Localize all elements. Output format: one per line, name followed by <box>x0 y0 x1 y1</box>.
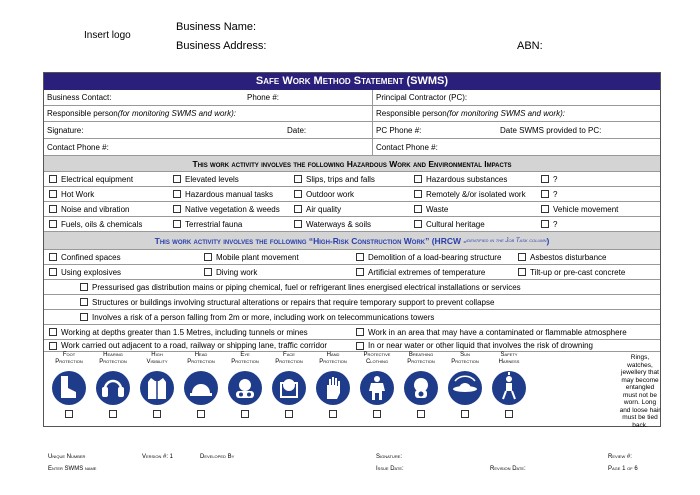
ppe-checkbox[interactable] <box>329 410 337 418</box>
checkbox[interactable] <box>414 205 422 213</box>
hazard-option[interactable] <box>538 172 660 186</box>
ppe-label-line2: Protection <box>451 359 479 365</box>
hrcw-heading-text: This work activity involves the following “High-Risk Construction Work” (HRCW - <box>154 235 467 246</box>
hazard-option[interactable] <box>291 172 411 186</box>
insert-logo: Insert logo <box>84 30 131 41</box>
hazard-option[interactable] <box>411 217 538 231</box>
checkbox[interactable] <box>294 220 302 228</box>
hrcw-option-label: Structures or buildings involving structural alterations or repairs that require temporary support to prevent collapse <box>92 297 495 307</box>
hrcw-option-label: Work in an area that may have a contaminated or flammable atmosphere <box>368 327 627 337</box>
ppe-checkbox[interactable] <box>373 410 381 418</box>
ppe-label <box>268 352 310 370</box>
hard-hat-icon <box>184 371 218 405</box>
ppe-label-line1: Protective <box>363 352 391 358</box>
ppe-checkbox[interactable] <box>461 410 469 418</box>
checkbox[interactable] <box>356 253 364 261</box>
ppe-label-line1: Sun <box>460 352 470 358</box>
ppe-glove <box>312 352 354 418</box>
hrcw-heading-end: ) <box>546 235 550 246</box>
checkbox[interactable] <box>173 205 181 213</box>
ppe-vest <box>136 352 178 418</box>
hazard-option-label: Terrestrial fauna <box>185 219 243 229</box>
hazard-row <box>44 187 660 202</box>
phone-field[interactable] <box>244 90 372 105</box>
hrcw-option[interactable] <box>353 340 660 351</box>
checkbox[interactable] <box>518 268 526 276</box>
unique-number-label: Unique Number <box>48 454 86 460</box>
hazard-option[interactable] <box>170 217 291 231</box>
hazard-row <box>44 172 660 187</box>
info-row-4 <box>44 139 660 156</box>
date-provided-field[interactable] <box>497 122 660 138</box>
hrcw-row-2 <box>44 265 660 280</box>
checkbox[interactable] <box>541 175 549 183</box>
harness-icon <box>492 371 526 405</box>
form-title: Safe Work Method Statement (SWMS) <box>44 73 660 90</box>
coverall-icon <box>360 371 394 405</box>
checkbox[interactable] <box>173 190 181 198</box>
ppe-label <box>356 352 398 370</box>
business-name-label: Business Name: <box>176 21 257 33</box>
hrcw-option[interactable] <box>353 325 660 339</box>
ppe-label <box>92 352 134 370</box>
hazard-option-label: Electrical equipment <box>61 174 134 184</box>
checkbox[interactable] <box>173 175 181 183</box>
checkbox[interactable] <box>541 205 549 213</box>
hrcw-option[interactable] <box>515 250 660 264</box>
hazard-row <box>44 217 660 232</box>
principal-contractor-field[interactable] <box>373 90 660 105</box>
hrcw-option-label: Artificial extremes of temperature <box>368 267 486 277</box>
hazard-option-label: Vehicle movement <box>553 204 619 214</box>
hazard-option-label: Air quality <box>306 204 342 214</box>
hazard-option-label: Remotely &/or isolated work <box>426 189 526 199</box>
hrcw-row-3 <box>44 280 660 295</box>
hazard-option[interactable] <box>46 202 170 216</box>
sun-hat-icon <box>448 371 482 405</box>
footer-signature-label: Signature: <box>376 454 403 460</box>
hrcw-option[interactable] <box>46 340 353 351</box>
hazard-option[interactable] <box>291 217 411 231</box>
hrcw-option[interactable] <box>77 280 660 294</box>
contact-phone-field[interactable] <box>44 139 372 155</box>
hrcw-option-label: In or near water or other liquid that involves the risk of drowning <box>368 341 594 350</box>
hrcw-option[interactable] <box>46 325 353 339</box>
checkbox[interactable] <box>49 268 57 276</box>
hazard-option[interactable] <box>291 202 411 216</box>
hazard-option[interactable] <box>411 172 538 186</box>
ppe-checkbox[interactable] <box>65 410 73 418</box>
hazard-option-label: Native vegetation & weeds <box>185 204 280 214</box>
principal-contractor-label: Principal Contractor (PC): <box>376 93 468 102</box>
hazard-heading-row <box>44 156 660 172</box>
ppe-harness <box>488 352 530 418</box>
boot-icon <box>52 371 86 405</box>
hazard-option[interactable] <box>411 187 538 201</box>
checkbox[interactable] <box>414 190 422 198</box>
hazard-option-label: Slips, trips and falls <box>306 174 375 184</box>
goggles-icon <box>228 371 262 405</box>
hazard-option-label: Waterways & soils <box>306 219 372 229</box>
pc-responsible-note: (for monitoring SWMS and work): <box>446 109 565 118</box>
glove-icon <box>316 371 350 405</box>
ppe-coverall <box>356 352 398 418</box>
hrcw-option-label: Demolition of a load-bearing structure <box>368 252 502 262</box>
hazard-option[interactable] <box>538 217 660 231</box>
responsible-label: Responsible person <box>47 109 118 118</box>
checkbox[interactable] <box>49 205 57 213</box>
ppe-label-line1: Safety <box>500 352 518 358</box>
checkbox[interactable] <box>49 328 57 336</box>
hazard-option[interactable] <box>170 187 291 201</box>
ppe-label-line2: Protection <box>99 359 127 365</box>
info-row-2 <box>44 106 660 122</box>
abn-label: ABN: <box>517 40 543 52</box>
hrcw-option[interactable] <box>46 265 201 279</box>
checkbox[interactable] <box>414 175 422 183</box>
hazard-option-label: Noise and vibration <box>61 204 130 214</box>
pc-phone-field[interactable] <box>373 122 497 138</box>
business-address-label: Business Address: <box>176 40 267 52</box>
version-label: Version #: 1 <box>142 454 174 460</box>
hazard-option[interactable] <box>538 202 660 216</box>
business-contact-label: Business Contact: <box>47 93 112 102</box>
hrcw-option[interactable] <box>201 250 353 264</box>
ppe-label <box>400 352 442 370</box>
hrcw-heading-row <box>44 232 660 250</box>
ppe-label-line2: Clothing <box>365 359 389 365</box>
phone-label: Phone #: <box>247 93 280 102</box>
hazard-heading: This work activity involves the following Hazardous Work and Environmental Impacts <box>44 156 660 171</box>
review-label: Review #: <box>608 454 632 460</box>
hazard-row <box>44 202 660 217</box>
ppe-label-line2: Protection <box>55 359 83 365</box>
ppe-checkbox[interactable] <box>417 410 425 418</box>
hazard-option-label: ? <box>553 174 558 184</box>
ppe-respirator <box>400 352 442 418</box>
checkbox[interactable] <box>518 253 526 261</box>
checkbox[interactable] <box>541 220 549 228</box>
hazard-option-label: ? <box>553 189 558 199</box>
ppe-label-line1: Face <box>283 352 295 358</box>
date-field[interactable] <box>284 122 372 138</box>
ppe-label <box>488 352 530 370</box>
checkbox[interactable] <box>414 220 422 228</box>
hrcw-row-5 <box>44 310 660 325</box>
checkbox[interactable] <box>356 328 364 336</box>
hazard-option[interactable] <box>170 202 291 216</box>
revision-date-label: Revision Date: <box>490 466 526 472</box>
ppe-label-line1: Eye <box>240 352 250 358</box>
checkbox[interactable] <box>356 268 364 276</box>
ppe-checkbox[interactable] <box>197 410 205 418</box>
hazard-option-label: Hazardous substances <box>426 174 508 184</box>
responsible-person-field[interactable] <box>44 106 372 121</box>
checkbox[interactable] <box>49 175 57 183</box>
ppe-checkbox[interactable] <box>241 410 249 418</box>
ppe-sun-hat <box>444 352 486 418</box>
ppe-label-line1: High <box>151 352 163 358</box>
contact-phone-label: Contact Phone #: <box>47 142 109 152</box>
ppe-checkbox[interactable] <box>505 410 513 418</box>
hrcw-option-label: Using explosives <box>61 267 122 277</box>
checkbox[interactable] <box>541 190 549 198</box>
page-number: Page 1 of 6 <box>608 466 638 472</box>
signature-label: Signature: <box>47 125 84 135</box>
ppe-hard-hat <box>180 352 222 418</box>
pc-contact-phone-field[interactable] <box>373 139 660 155</box>
ppe-checkbox[interactable] <box>285 410 293 418</box>
checkbox[interactable] <box>49 220 57 228</box>
hazard-option-label: Cultural heritage <box>426 219 485 229</box>
vest-icon <box>140 371 174 405</box>
hrcw-option-label: Confined spaces <box>61 252 121 262</box>
hazard-option[interactable] <box>291 187 411 201</box>
responsible-note: (for monitoring SWMS and work): <box>117 109 236 118</box>
ppe-section <box>44 352 661 429</box>
ppe-label-line2: Harness <box>498 359 520 365</box>
checkbox[interactable] <box>80 298 88 306</box>
hrcw-option[interactable] <box>515 265 660 279</box>
ppe-label-line1: Breathing <box>408 352 434 358</box>
checkbox[interactable] <box>173 220 181 228</box>
checkbox[interactable] <box>49 342 57 350</box>
hrcw-option-label: Mobile plant movement <box>216 252 299 262</box>
hrcw-row-4 <box>44 295 660 310</box>
pc-responsible-label: Responsible person <box>376 109 447 118</box>
jewellery-note: Rings, watches, jewellery that may become entangled must not be worn. Long and loose hair must be tied back. <box>619 354 661 429</box>
hrcw-option[interactable] <box>46 250 201 264</box>
pc-responsible-person-field[interactable] <box>373 106 660 121</box>
business-contact-field[interactable] <box>44 90 244 105</box>
signature-field[interactable] <box>44 122 284 138</box>
info-row-1 <box>44 90 660 106</box>
ppe-ear-muffs <box>92 352 134 418</box>
hrcw-option[interactable] <box>353 265 515 279</box>
ppe-label-line2: Protection <box>319 359 347 365</box>
ppe-label <box>444 352 486 370</box>
ppe-checkbox[interactable] <box>153 410 161 418</box>
hazard-option-label: Elevated levels <box>185 174 239 184</box>
hrcw-row-1 <box>44 250 660 265</box>
hazard-option-label: Waste <box>426 204 449 214</box>
hazard-option[interactable] <box>46 172 170 186</box>
hrcw-option-label: Asbestos disturbance <box>530 252 607 262</box>
hrcw-row-6 <box>44 325 660 340</box>
ear-muffs-icon <box>96 371 130 405</box>
hazard-option[interactable] <box>411 202 538 216</box>
hazard-option[interactable] <box>46 187 170 201</box>
info-row-3 <box>44 122 660 139</box>
swms-name-label: Enter SWMS name <box>48 466 97 472</box>
checkbox[interactable] <box>294 190 302 198</box>
checkbox[interactable] <box>49 190 57 198</box>
hrcw-option-label: Involves a risk of a person falling from 2m or more, including work on telecommunications towers <box>92 312 435 322</box>
ppe-goggles <box>224 352 266 418</box>
ppe-label <box>136 352 178 370</box>
hrcw-option[interactable] <box>77 295 660 309</box>
ppe-label <box>48 352 90 370</box>
hazard-option-label: Fuels, oils & chemicals <box>61 219 143 229</box>
face-shield-icon <box>272 371 306 405</box>
respirator-icon <box>404 371 438 405</box>
hazard-option-label: Hot Work <box>61 189 95 199</box>
ppe-label-line1: Foot <box>62 352 76 358</box>
ppe-checkbox[interactable] <box>109 410 117 418</box>
ppe-label-line2: Visibility <box>146 359 168 365</box>
hazard-option[interactable] <box>538 187 660 201</box>
ppe-label <box>312 352 354 370</box>
ppe-label-line2: Protection <box>275 359 303 365</box>
checkbox[interactable] <box>80 283 88 291</box>
hazard-option-label: Outdoor work <box>306 189 355 199</box>
hrcw-option[interactable] <box>77 310 660 324</box>
issue-date-label: Issue Date: <box>376 466 404 472</box>
ppe-label-line1: Head <box>194 352 208 358</box>
date-label: Date: <box>287 125 307 135</box>
ppe-boot <box>48 352 90 418</box>
ppe-label-line1: Hand <box>326 352 340 358</box>
ppe-label-line2: Protection <box>231 359 259 365</box>
hrcw-heading-note: identified in the Job Task column <box>466 237 547 244</box>
hrcw-option[interactable] <box>353 250 515 264</box>
checkbox[interactable] <box>80 313 88 321</box>
hrcw-option-label: Tilt-up or pre-cast concrete <box>530 267 626 277</box>
checkbox[interactable] <box>204 268 212 276</box>
date-provided-label: Date SWMS provided to PC: <box>500 125 602 135</box>
ppe-face-shield <box>268 352 310 418</box>
pc-phone-label: PC Phone #: <box>376 125 422 135</box>
checkbox[interactable] <box>356 342 364 350</box>
hrcw-option-label: Working at depths greater than 1.5 Metres, including tunnels or mines <box>61 327 308 337</box>
hazard-option[interactable] <box>170 172 291 186</box>
checkbox[interactable] <box>294 175 302 183</box>
hazard-option-label: ? <box>553 219 558 229</box>
developed-by-label: Developed By <box>200 454 235 460</box>
checkbox[interactable] <box>204 253 212 261</box>
ppe-label <box>224 352 266 370</box>
ppe-label-line2: Protection <box>187 359 215 365</box>
hazard-option[interactable] <box>46 217 170 231</box>
hrcw-option-label: Pressurised gas distribution mains or piping chemical, fuel or refrigerant lines energised electrical installations or services <box>92 282 521 292</box>
checkbox[interactable] <box>49 253 57 261</box>
ppe-label-line1: Hearing <box>103 352 123 358</box>
ppe-label-line2: Protection <box>407 359 435 365</box>
hrcw-row-7 <box>44 340 660 352</box>
hazard-option-label: Hazardous manual tasks <box>185 189 274 199</box>
hrcw-heading <box>44 232 660 249</box>
hrcw-option-label: Work carried out adjacent to a road, railway or shipping lane, traffic corridor <box>61 341 328 350</box>
hrcw-option[interactable] <box>201 265 353 279</box>
hrcw-option-label: Diving work <box>216 267 258 277</box>
checkbox[interactable] <box>294 205 302 213</box>
ppe-label <box>180 352 222 370</box>
pc-contact-phone-label: Contact Phone #: <box>376 142 438 152</box>
